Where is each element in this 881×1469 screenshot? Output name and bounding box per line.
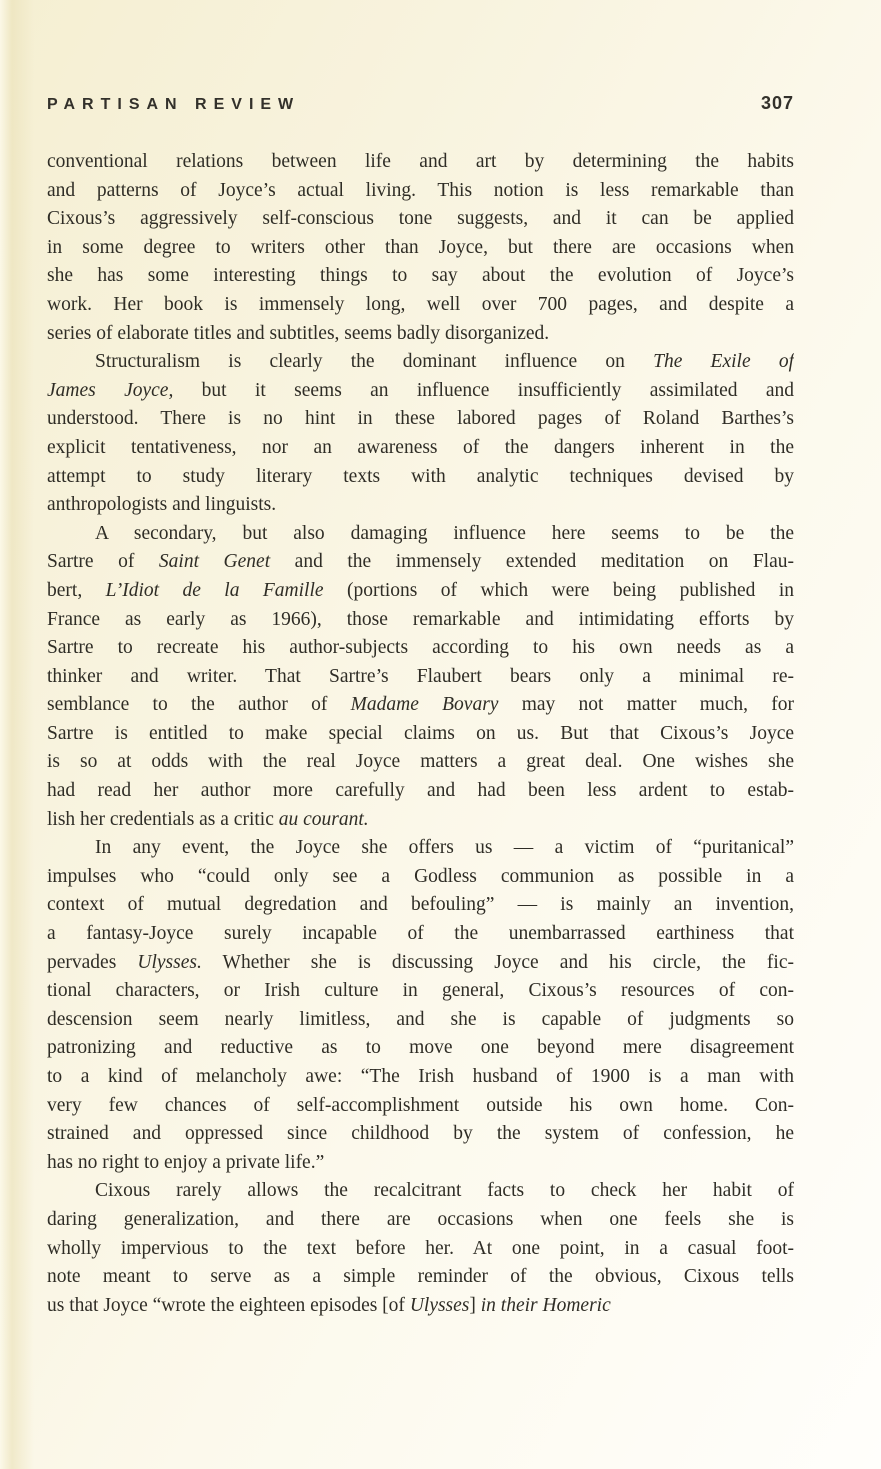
text-line <box>47 949 794 978</box>
body-text: note meant to serve as a simple reminder of the obvious, Cixous tells <box>47 1266 794 1288</box>
body-text: impulses who “could only see a Godless communion as possible in a <box>47 865 794 887</box>
article-body <box>47 148 794 1320</box>
body-text: Structuralism is clearly the dominant influence on <box>95 351 654 373</box>
body-text: understood. There is no hint in these labored pages of Roland Barthes’s <box>47 408 794 430</box>
italic-text: Ulysses. <box>137 951 202 973</box>
body-text: conventional relations between life and art by determining the habits <box>47 151 794 172</box>
text-line <box>47 977 794 1006</box>
text-line <box>47 205 794 234</box>
body-text: bert, <box>47 579 106 601</box>
text-line <box>47 863 794 892</box>
body-text: anthropologists and linguists. <box>47 494 277 516</box>
body-text: France as early as 1966), those remarkable and intimidating efforts by <box>47 608 794 630</box>
text-line <box>47 348 794 377</box>
journal-title: PARTISAN REVIEW <box>47 96 301 113</box>
text-line <box>47 1092 794 1121</box>
body-text: had read her author more carefully and had been less ardent to estab- <box>47 780 794 802</box>
body-text: Whether she is discussing Joyce and his circle, the fic- <box>201 951 794 973</box>
italic-text: James Joyce, <box>47 379 174 401</box>
text-line <box>47 1063 794 1092</box>
body-text: (portions of which were being published in <box>323 579 794 601</box>
text-line <box>47 1206 794 1235</box>
body-text: lish her credentials as a critic <box>47 808 279 830</box>
text-line <box>47 891 794 920</box>
text-line <box>47 291 794 320</box>
text-line <box>47 720 794 749</box>
body-text: descension seem nearly limitless, and she is capable of judgments so <box>47 1008 794 1030</box>
text-line <box>47 1120 794 1149</box>
italic-text: in their Homeric <box>480 1294 611 1316</box>
body-text: very few chances of self-accomplishment outside his own home. Con- <box>47 1094 794 1116</box>
text-line <box>47 377 794 406</box>
body-text: In any event, the Joyce she offers us — a victim of “puritanical” <box>95 837 794 859</box>
body-text: Cixous’s aggressively self-conscious tone suggests, and it can be applied <box>47 208 794 230</box>
body-text: explicit tentativeness, nor an awareness of the dangers inherent in the <box>47 436 794 458</box>
body-text: wholly impervious to the text before her. At one point, in a casual foot- <box>47 1237 794 1259</box>
body-text: semblance to the author of <box>47 694 351 716</box>
text-line <box>47 1263 794 1292</box>
text-line <box>47 1235 794 1264</box>
text-line <box>47 1292 794 1321</box>
text-line <box>47 663 794 692</box>
body-text: us that Joyce “wrote the eighteen episodes [of <box>47 1294 410 1316</box>
italic-text: Saint Genet <box>158 551 271 573</box>
text-line <box>47 434 794 463</box>
text-line <box>47 1006 794 1035</box>
body-text: patronizing and reductive as to move one beyond mere disagreement <box>47 1037 794 1059</box>
text-line <box>47 577 794 606</box>
body-text: attempt to study literary texts with analytic techniques devised by <box>47 465 794 487</box>
page-content <box>47 93 794 1320</box>
text-line <box>47 1149 794 1178</box>
italic-text: Madame Bovary <box>350 694 499 716</box>
text-line <box>47 691 794 720</box>
body-text: tional characters, or Irish culture in general, Cixous’s resources of con- <box>47 980 794 1002</box>
body-text: a fantasy-Joyce surely incapable of the unembarrassed earthiness that <box>47 923 794 945</box>
text-line <box>47 806 794 835</box>
body-text: daring generalization, and there are occasions when one feels she is <box>47 1208 794 1230</box>
body-text: has no right to enjoy a private life.” <box>47 1151 325 1173</box>
body-text: ] <box>469 1294 481 1316</box>
text-line <box>47 405 794 434</box>
text-line <box>47 777 794 806</box>
text-line <box>47 320 794 349</box>
body-text: context of mutual degredation and befouling” — is mainly an invention, <box>47 894 794 916</box>
body-text: in some degree to writers other than Joyce, but there are occasions when <box>47 236 794 258</box>
body-text: thinker and writer. That Sartre’s Flaubert bears only a minimal re- <box>47 665 794 687</box>
text-line <box>47 1177 794 1206</box>
body-text: Sartre of <box>47 551 159 573</box>
text-line <box>47 148 794 177</box>
running-head <box>47 93 794 114</box>
text-line <box>47 491 794 520</box>
body-text: Cixous rarely allows the recalcitrant facts to check her habit of <box>95 1180 794 1202</box>
body-text: pervades <box>47 951 138 973</box>
body-text: but it seems an influence insufficiently assimilated and <box>173 379 794 401</box>
body-text: Sartre to recreate his author-subjects according to his own needs as a <box>47 637 794 659</box>
text-line <box>47 606 794 635</box>
body-text: A secondary, but also damaging influence here seems to be the <box>95 522 794 544</box>
text-line <box>47 920 794 949</box>
body-text: Sartre is entitled to make special claims on us. But that Cixous’s Joyce <box>47 722 794 744</box>
text-line <box>47 1034 794 1063</box>
body-text: work. Her book is immensely long, well over 700 pages, and despite a <box>47 293 794 315</box>
body-text: strained and oppressed since childhood by the system of confession, he <box>47 1123 794 1145</box>
italic-text: The Exile of <box>653 351 794 373</box>
body-text: to a kind of melancholy awe: “The Irish husband of 1900 is a man with <box>47 1066 794 1087</box>
body-text: may not matter much, for <box>498 694 794 716</box>
page-number: 307 <box>760 93 794 113</box>
text-line <box>47 548 794 577</box>
text-line <box>47 234 794 263</box>
text-line <box>47 748 794 777</box>
text-line <box>47 520 794 549</box>
text-line <box>47 834 794 863</box>
text-line <box>47 634 794 663</box>
body-text: and patterns of Joyce’s actual living. This notion is less remarkable than <box>47 179 794 201</box>
italic-text: Ulysses <box>409 1294 470 1316</box>
text-line <box>47 177 794 206</box>
italic-text: L’Idiot de la Famille <box>105 579 324 601</box>
body-text: series of elaborate titles and subtitles, seems badly disorganized. <box>47 322 550 344</box>
body-text: is so at odds with the real Joyce matters a great deal. One wishes she <box>47 751 794 773</box>
body-text: she has some interesting things to say about the evolution of Joyce’s <box>47 265 794 287</box>
text-line <box>47 463 794 492</box>
body-text: and the immensely extended meditation on Flau- <box>270 551 794 573</box>
italic-text: au courant. <box>278 808 369 830</box>
text-line <box>47 262 794 291</box>
